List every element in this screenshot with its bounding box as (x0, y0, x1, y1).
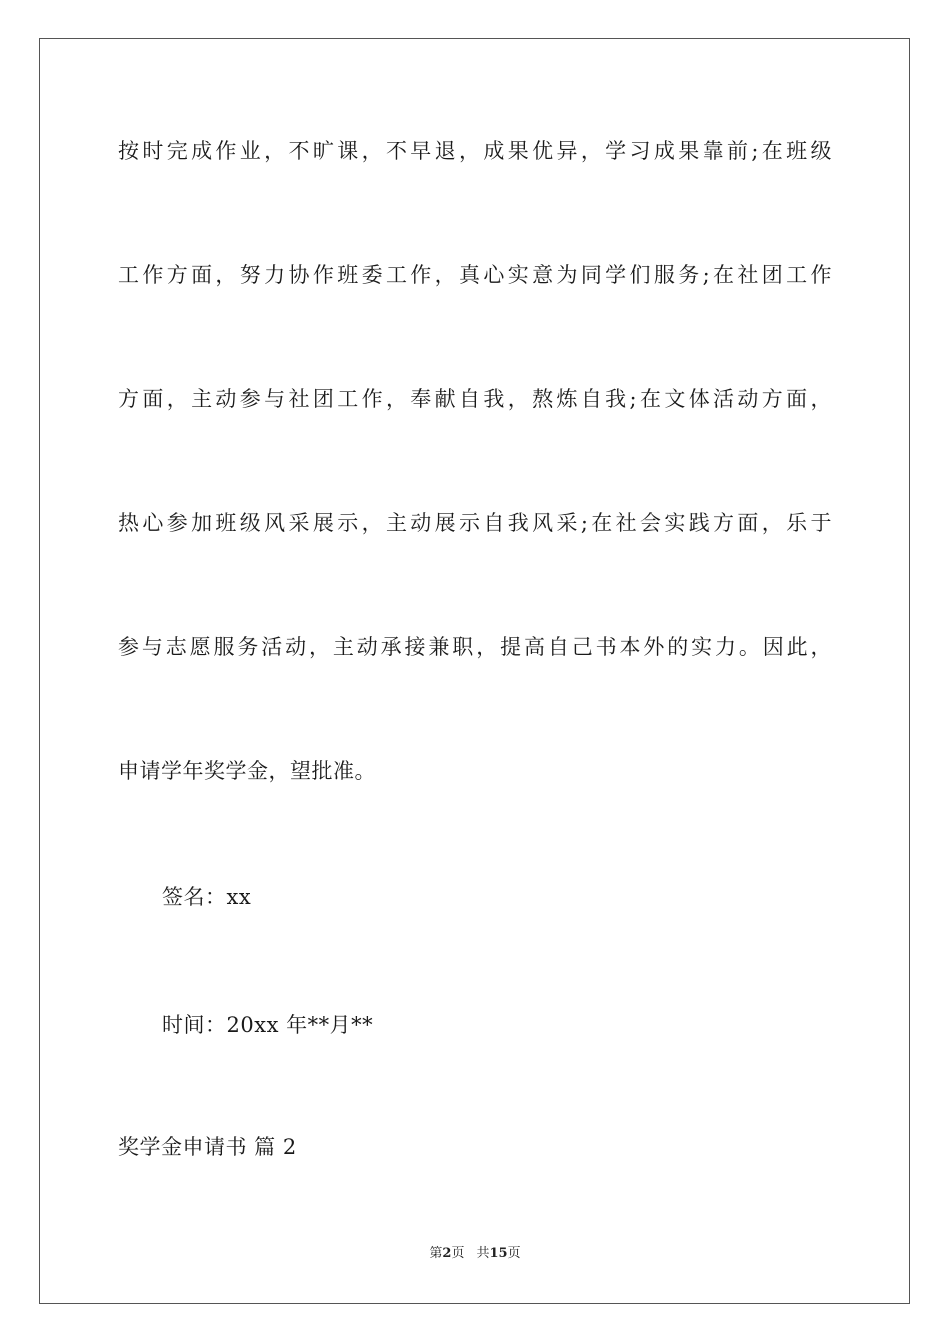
footer-page-prefix: 第 (429, 1246, 443, 1261)
page-border (39, 38, 910, 1304)
page-footer (0, 1245, 950, 1263)
footer-total-suffix: 页 (507, 1246, 521, 1261)
section-heading: 奖学金申请书 篇 2 (118, 1135, 297, 1159)
footer-page-total: 15 (489, 1246, 508, 1261)
date-line: 时间：20xx 年**月** (162, 1013, 374, 1037)
paragraph-line-3: 方面，主动参与社团工作，奉献自我，熬炼自我;在文体活动方面， (118, 387, 832, 411)
paragraph-line-4: 热心参加班级风采展示，主动展示自我风采;在社会实践方面，乐于 (118, 511, 832, 535)
paragraph-line-2: 工作方面，努力协作班委工作，真心实意为同学们服务;在社团工作 (118, 263, 832, 287)
paragraph-line-6: 申请学年奖学金，望批准。 (118, 759, 376, 783)
paragraph-line-1: 按时完成作业，不旷课，不早退，成果优异，学习成果靠前;在班级 (118, 139, 832, 163)
footer-page-suffix: 页 (451, 1246, 465, 1261)
signature-line: 签名：xx (162, 885, 252, 909)
footer-total-prefix: 共 (476, 1246, 490, 1261)
footer-page-current: 2 (442, 1246, 452, 1261)
paragraph-line-5: 参与志愿服务活动，主动承接兼职，提高自己书本外的实力。因此， (118, 635, 832, 659)
